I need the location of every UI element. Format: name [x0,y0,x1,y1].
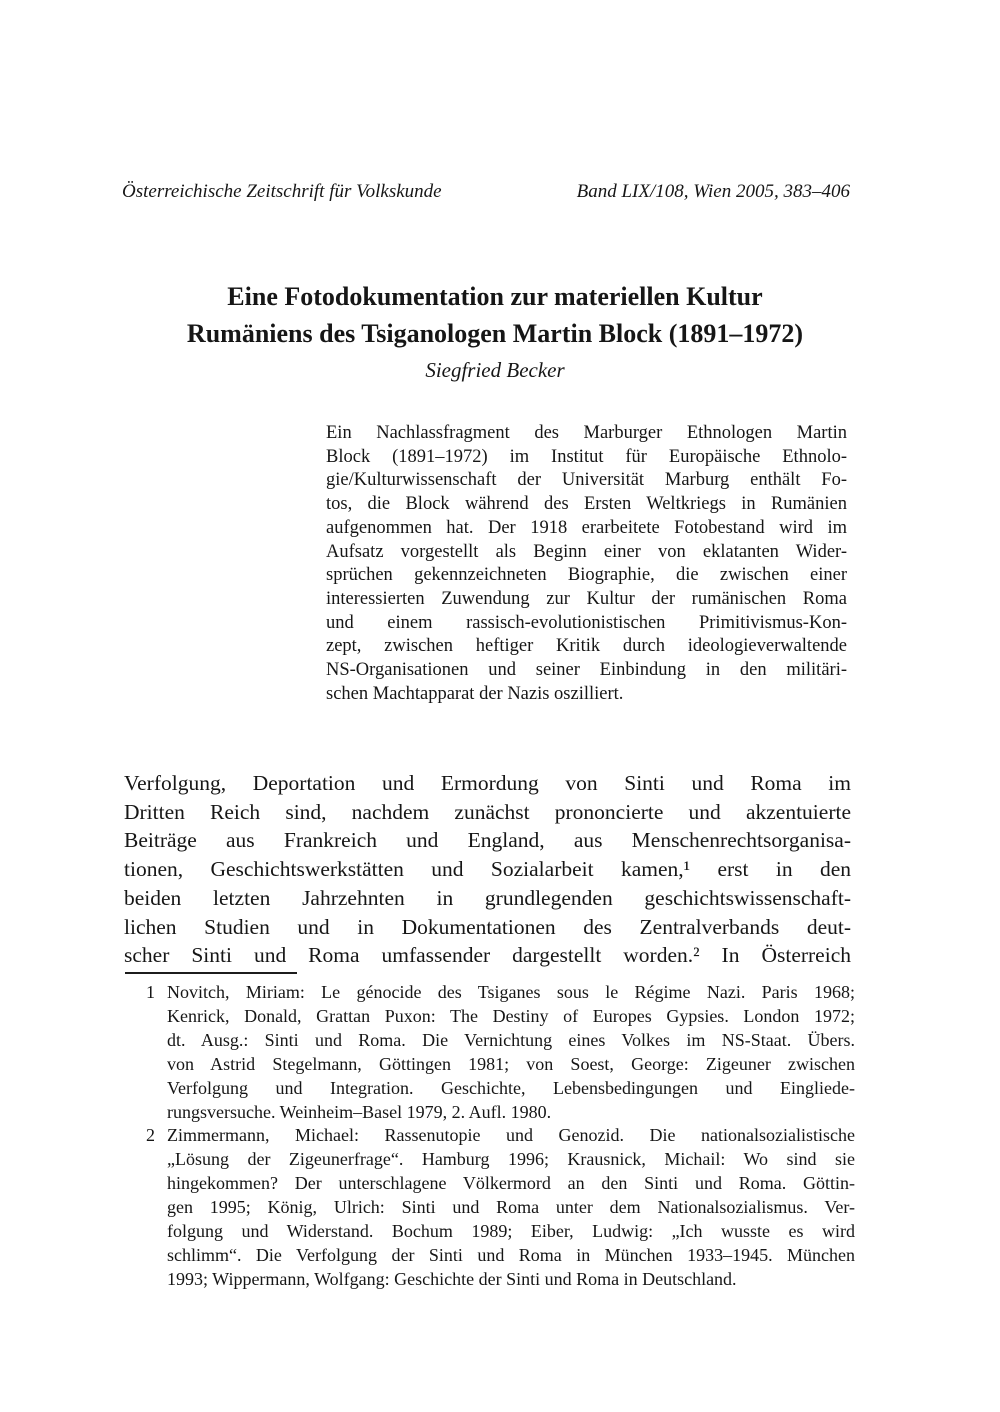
text-line: beiden letzten Jahrzehnten in grundlegenden geschichtswissenschaft- [124,885,851,910]
text-line: Aufsatz vorgestellt als Beginn einer von eklatanten Wider- [326,541,847,562]
text-line: dt. Ausg.: Sinti und Roma. Die Vernichtung eines Volkes im NS-Staat. Übers. [167,1029,855,1050]
text-line: folgung und Widerstand. Bochum 1989; Eiber, Ludwig: „Ich wusste es wird [167,1221,855,1242]
footnote-2 [146,1124,855,1291]
footnote-1-text [167,981,855,1124]
text-line: rungsversuche. Weinheim–Basel 1979, 2. Aufl. 1980. [167,1101,552,1122]
text-line: Beiträge aus Frankreich und England, aus Menschenrechtsorganisa- [124,828,851,853]
text-line: zept, zwischen heftiger Kritik durch ideologieverwaltende [326,636,847,657]
text-line: interessierten Zuwendung zur Kultur der rumänischen Roma [326,588,847,609]
text-line: gie/Kulturwissenschaft der Universität Marburg enthält Fo- [326,470,847,491]
running-head [122,180,850,204]
text-line: Block (1891–1972) im Institut für Europäische Ethnolo- [326,446,847,467]
text-line: sprüchen gekennzeichneten Biographie, die zwischen einer [326,565,847,586]
text-line: Eine Fotodokumentation zur materiellen Kultur [227,282,763,312]
text-line: von Astrid Stegelmann, Göttingen 1981; von Soest, George: Zigeuner zwischen [167,1053,855,1074]
text-line: schlimm“. Die Verfolgung der Sinti und Roma in München 1933–1945. München [167,1244,855,1265]
text-line: gen 1995; König, Ulrich: Sinti und Roma unter dem Nationalsozialismus. Ver- [167,1197,855,1218]
text-line: Rumäniens des Tsiganologen Martin Block (1891–1972) [186,319,804,349]
footnote-separator-rule [125,972,297,974]
text-line: Kenrick, Donald, Grattan Puxon: The Destiny of Europes Gypsies. London 1972; [167,1005,855,1026]
text-line: NS-Organisationen und seiner Einbindung in den militäri- [326,660,847,681]
journal-title: Österreichische Zeitschrift für Volkskunde [122,181,442,202]
article-title [100,278,890,352]
text-line: tionen, Geschichtswerkstätten und Sozialarbeit kamen,¹ erst in den [124,857,851,882]
text-line: aufgenommen hat. Der 1918 erarbeitete Fotobestand wird im [326,517,847,538]
author-name: Siegfried Becker [425,358,565,382]
text-line: 1993; Wippermann, Wolfgang: Geschichte der Sinti und Roma in Deutschland. [167,1268,737,1289]
text-line: Zimmermann, Michael: Rassenutopie und Genozid. Die nationalsozialistische [167,1125,855,1146]
text-line: tos, die Block während des Ersten Weltkriegs in Rumänien [326,494,847,515]
footnote-2-number: 2 [146,1125,155,1146]
text-line: scher Sinti und Roma umfassender dargestellt worden.² In Österreich [124,943,851,968]
text-line: lichen Studien und in Dokumentationen des Zentralverbands deut- [124,914,851,939]
text-line: Dritten Reich sind, nachdem zunächst prononcierte und akzentuierte [124,799,851,824]
text-line: und einem rassisch-evolutionistischen Primitivismus-Kon- [326,612,847,633]
text-line: Novitch, Miriam: Le génocide des Tsiganes sous le Régime Nazi. Paris 1968; [167,982,855,1002]
text-line: Verfolgung, Deportation und Ermordung von Sinti und Roma im [124,771,851,795]
text-line: hingekommen? Der unterschlagene Völkermord an den Sinti und Roma. Göttin- [167,1173,855,1194]
text-line: Verfolgung und Integration. Geschichte, Lebensbedingungen und Eingliede- [167,1077,855,1098]
footnote-2-text [167,1124,855,1291]
body-paragraph [124,769,851,970]
issue-info: Band LIX/108, Wien 2005, 383–406 [576,181,850,202]
footnote-1 [146,981,855,1124]
footnote-section [146,981,855,1292]
abstract-text [326,422,847,706]
text-line: Ein Nachlassfragment des Marburger Ethnologen Martin [326,423,847,443]
footnote-1-number: 1 [146,982,155,1002]
text-line: „Lösung der Zigeunerfrage“. Hamburg 1996; Krausnick, Michail: Wo sind sie [167,1149,855,1170]
text-line: schen Machtapparat der Nazis oszilliert. [326,683,624,704]
